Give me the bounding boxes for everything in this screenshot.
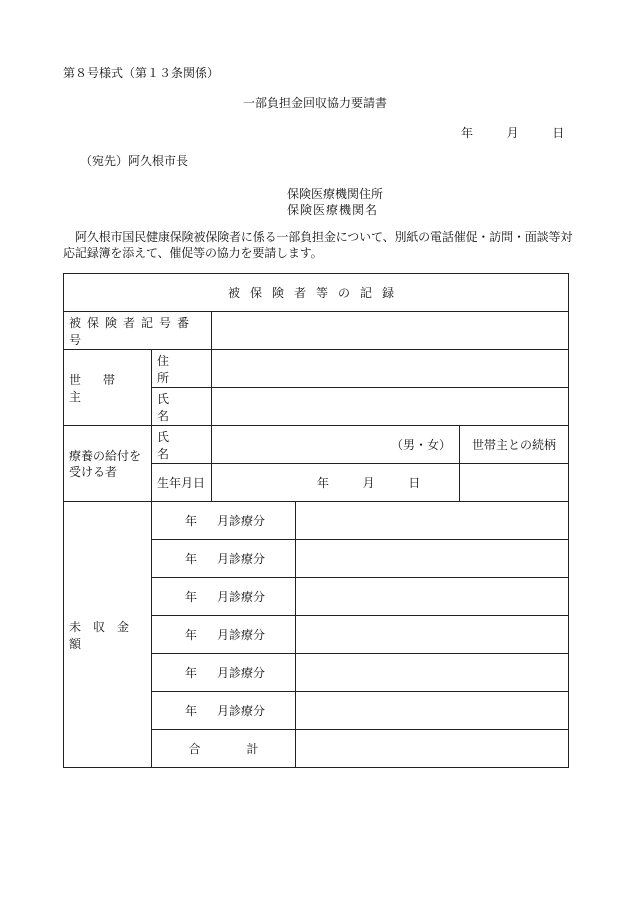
birthdate-label: 生年月日 bbox=[152, 464, 212, 502]
insured-record-table bbox=[63, 273, 569, 768]
request-body-text: 阿久根市国民健康保険被保険者に係る一部負担金について、別紙の電話催促・訪問・面談等対応記録簿を添えて、催促等の協力を要請します。 bbox=[63, 230, 573, 260]
address-label: 住所 bbox=[152, 350, 212, 388]
date-month-label: 月 bbox=[506, 126, 519, 140]
month-amount-field[interactable] bbox=[296, 692, 569, 730]
table-row bbox=[64, 502, 569, 540]
table-row bbox=[64, 312, 569, 350]
section-title: 被保険者等の記録 bbox=[64, 274, 569, 312]
form-number: 第８号様式（第１３条関係） bbox=[63, 66, 220, 80]
householder-label: 世帯主 bbox=[69, 372, 138, 404]
unpaid-amount-label: 未収金額 bbox=[64, 502, 152, 768]
table-row bbox=[64, 426, 569, 464]
month-row-label: 年 月診療分 bbox=[152, 654, 296, 692]
birth-month-label: 月 bbox=[362, 476, 375, 490]
month-amount-field[interactable] bbox=[296, 654, 569, 692]
month-row-label: 年 月診療分 bbox=[152, 616, 296, 654]
total-amount-field[interactable] bbox=[296, 730, 569, 768]
institution-address-label: 保険医療機関住所 bbox=[287, 187, 384, 201]
date-day-label: 日 bbox=[552, 126, 565, 140]
birthdate-field[interactable] bbox=[212, 464, 460, 502]
month-amount-field[interactable] bbox=[296, 502, 569, 540]
addressee: （宛先）阿久根市長 bbox=[80, 154, 189, 168]
recipient-label: 療養の給付を受ける者 bbox=[64, 426, 152, 502]
gender-label: （男・女） bbox=[390, 438, 451, 452]
month-amount-field[interactable] bbox=[296, 578, 569, 616]
document-title: 一部負担金回収協力要請書 bbox=[242, 96, 387, 110]
householder-label-cell bbox=[64, 350, 152, 426]
month-row-label: 年 月診療分 bbox=[152, 578, 296, 616]
householder-name-label: 氏名 bbox=[152, 388, 212, 426]
table-row bbox=[64, 274, 569, 312]
date-year-label: 年 bbox=[461, 126, 474, 140]
birth-year-label: 年 bbox=[317, 476, 330, 490]
institution-name-label: 保険医療機関名 bbox=[287, 203, 379, 217]
relation-field[interactable] bbox=[460, 464, 569, 502]
householder-address-field[interactable] bbox=[212, 350, 569, 388]
birth-day-label: 日 bbox=[408, 476, 421, 490]
recipient-name-field[interactable] bbox=[212, 426, 460, 464]
relation-label: 世帯主との続柄 bbox=[460, 426, 569, 464]
householder-name-field[interactable] bbox=[212, 388, 569, 426]
insured-number-label: 被保険者記号番号 bbox=[64, 312, 212, 350]
month-amount-field[interactable] bbox=[296, 616, 569, 654]
table-row bbox=[64, 350, 569, 388]
month-amount-field[interactable] bbox=[296, 540, 569, 578]
insured-number-field[interactable] bbox=[212, 312, 569, 350]
month-row-label: 年 月診療分 bbox=[152, 540, 296, 578]
month-row-label: 年 月診療分 bbox=[152, 692, 296, 730]
total-label: 合 計 bbox=[152, 730, 296, 768]
date-line bbox=[461, 126, 564, 140]
month-row-label: 年 月診療分 bbox=[152, 502, 296, 540]
recipient-name-label: 氏名 bbox=[152, 426, 212, 464]
